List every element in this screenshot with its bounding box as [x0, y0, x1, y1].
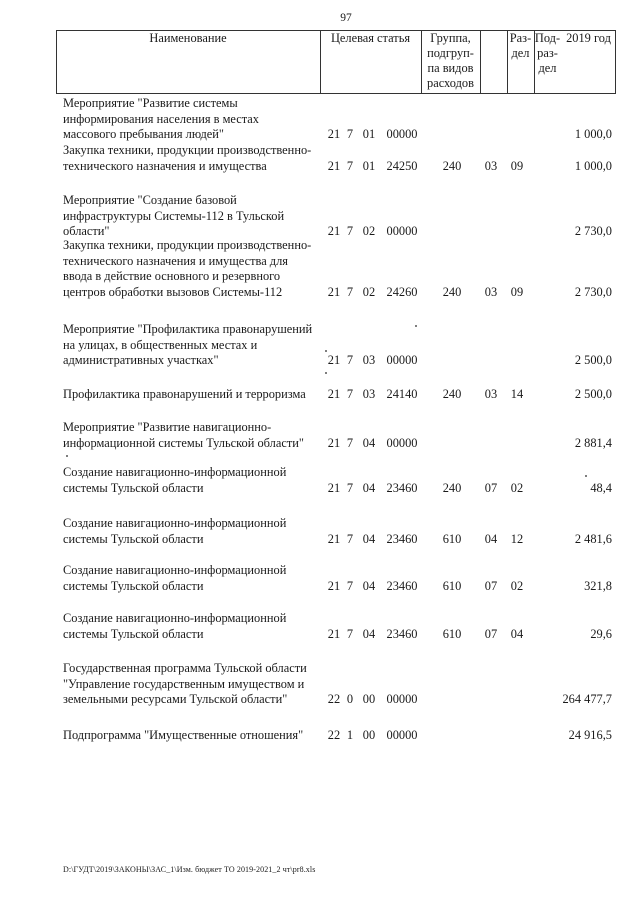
- row-subsection: 02: [510, 480, 524, 495]
- row-amount: 321,8: [584, 578, 612, 593]
- page-number: 97: [340, 12, 352, 24]
- row-group: 240: [442, 387, 462, 401]
- row-name-line: Мероприятие "Создание базовой: [63, 193, 237, 207]
- row-group: 610: [442, 531, 462, 546]
- header-group-line: расходов: [427, 76, 474, 90]
- row-section: 07: [484, 578, 498, 593]
- code-program: 21: [327, 387, 341, 401]
- row-section: 04: [484, 531, 498, 546]
- row-group: 610: [442, 626, 462, 641]
- code-subprogram: 7: [346, 224, 354, 239]
- code-direction: 24250: [386, 158, 418, 173]
- code-direction: 00000: [386, 127, 418, 142]
- row-name-line: системы Тульской области: [63, 626, 204, 641]
- row-name-line: Государственная программа Тульской области: [63, 661, 307, 675]
- code-direction: 00000: [386, 353, 418, 368]
- code-program: 21: [327, 158, 341, 173]
- header-target: Целевая статья: [330, 31, 411, 45]
- code-subprogram: 7: [346, 353, 354, 368]
- row-name-line: ввода в действие основного и резервного: [63, 269, 281, 284]
- row-name: [63, 661, 325, 708]
- row-section: 03: [484, 284, 498, 299]
- row-amount: 48,4: [590, 480, 612, 495]
- row-amount: 24 916,5: [568, 728, 612, 742]
- code-event: 02: [362, 284, 376, 299]
- code-direction: 23460: [386, 626, 418, 641]
- row-amount: 2 500,0: [574, 353, 612, 368]
- row-name-line: области": [63, 224, 110, 239]
- row-section: 07: [484, 480, 498, 495]
- row-name-line: на улицах, в общественных местах и: [63, 337, 258, 352]
- row-name: [63, 420, 325, 451]
- code-subprogram: 7: [346, 127, 354, 142]
- header-group: [421, 31, 480, 91]
- code-program: 22: [327, 692, 341, 707]
- code-event: 04: [362, 531, 376, 546]
- code-event: 00: [362, 692, 376, 707]
- scan-speck: [325, 372, 327, 374]
- code-program: 21: [327, 284, 341, 299]
- row-name: [63, 516, 325, 547]
- header-section-line: дел: [511, 46, 530, 60]
- row-name-line: "Управление государственным имуществом и: [63, 676, 305, 691]
- header-subsection-line: Под-: [534, 31, 561, 45]
- code-event: 01: [362, 158, 376, 173]
- code-direction: 00000: [386, 224, 418, 239]
- footer-file-path: D:\ГУДТ\2019\ЗАКОНЫ\ЗАС_1\Изм. бюджет ТО 2019-2021_2 чт\pr8.xls: [63, 865, 316, 874]
- row-name-line: Мероприятие "Профилактика правонарушений: [63, 322, 313, 336]
- header-divider-group: [480, 30, 481, 94]
- code-program: 22: [327, 728, 341, 742]
- code-event: 04: [362, 578, 376, 593]
- row-subsection: 09: [510, 158, 524, 173]
- row-name-line: массового пребывания людей": [63, 127, 224, 142]
- code-direction: 23460: [386, 578, 418, 593]
- row-name-line: системы Тульской области: [63, 531, 204, 546]
- code-event: 04: [362, 435, 376, 450]
- row-name-line: Подпрограмма "Имущественные отношения": [63, 728, 304, 742]
- code-program: 21: [327, 435, 341, 450]
- header-subsection-line: раз-: [537, 46, 558, 60]
- code-event: 03: [362, 353, 376, 368]
- code-program: 21: [327, 531, 341, 546]
- row-name-line: Создание навигационно-информационной: [63, 465, 287, 479]
- row-name-line: системы Тульской области: [63, 578, 204, 593]
- row-name-line: административных участках": [63, 353, 219, 368]
- code-program: 21: [327, 578, 341, 593]
- code-event: 02: [362, 224, 376, 239]
- row-group: 240: [442, 284, 462, 299]
- table-header: [56, 30, 616, 94]
- code-direction: 00000: [386, 728, 418, 742]
- row-name: [63, 322, 325, 369]
- code-subprogram: 0: [346, 692, 354, 707]
- row-amount: 1 000,0: [574, 127, 612, 142]
- code-program: 21: [327, 353, 341, 368]
- row-group: 240: [442, 480, 462, 495]
- scan-speck: [415, 325, 417, 327]
- row-amount: 29,6: [590, 626, 612, 641]
- row-name: [63, 193, 325, 240]
- code-program: 21: [327, 480, 341, 495]
- row-name: [63, 143, 325, 174]
- row-name-line: Создание навигационно-информационной: [63, 611, 287, 625]
- code-program: 21: [327, 224, 341, 239]
- code-subprogram: 7: [346, 626, 354, 641]
- header-right-border: [615, 30, 616, 94]
- row-name-line: земельными ресурсами Тульской области": [63, 692, 288, 707]
- code-subprogram: 7: [346, 531, 354, 546]
- row-subsection: 09: [510, 284, 524, 299]
- code-event: 04: [362, 480, 376, 495]
- code-direction: 00000: [386, 435, 418, 450]
- header-group-line: Группа,: [430, 31, 471, 45]
- row-group: 610: [442, 578, 462, 593]
- header-name: Наименование: [149, 31, 227, 45]
- code-event: 04: [362, 626, 376, 641]
- row-subsection: 12: [510, 531, 524, 546]
- row-name: [63, 387, 325, 403]
- row-name: [63, 728, 325, 744]
- row-name: [63, 563, 325, 594]
- code-subprogram: 7: [346, 480, 354, 495]
- row-name: [63, 96, 325, 143]
- row-name-line: Закупка техники, продукции производственно-: [63, 238, 312, 252]
- code-subprogram: 7: [346, 387, 354, 401]
- code-program: 21: [327, 127, 341, 142]
- header-section: [507, 31, 534, 61]
- row-subsection: 02: [510, 578, 524, 593]
- row-amount: 264 477,7: [562, 692, 612, 707]
- row-section: 03: [484, 387, 498, 401]
- row-amount: 2 730,0: [574, 224, 612, 239]
- code-direction: 23460: [386, 480, 418, 495]
- code-event: 01: [362, 127, 376, 142]
- row-section: 03: [484, 158, 498, 173]
- row-name-line: Мероприятие "Развитие навигационно-: [63, 420, 272, 434]
- row-name-line: Закупка техники, продукции производственно-: [63, 143, 312, 157]
- scan-speck: [585, 475, 587, 477]
- header-year: 2019 год: [566, 31, 611, 45]
- code-direction: 23460: [386, 531, 418, 546]
- code-event: 03: [362, 387, 376, 401]
- code-direction: 00000: [386, 692, 418, 707]
- header-group-line: па видов: [427, 61, 474, 75]
- row-name-line: инфраструктуры Системы-112 в Тульской: [63, 208, 285, 223]
- code-program: 21: [327, 626, 341, 641]
- row-name-line: Профилактика правонарушений и терроризма: [63, 387, 306, 401]
- row-group: 240: [442, 158, 462, 173]
- code-event: 00: [362, 728, 376, 742]
- code-subprogram: 7: [346, 158, 354, 173]
- row-name-line: центров обработки вызовов Системы-112: [63, 284, 283, 299]
- scan-speck: [66, 455, 68, 457]
- row-amount: 2 481,6: [574, 531, 612, 546]
- header-section-line: Раз-: [509, 31, 532, 45]
- code-direction: 24140: [386, 387, 418, 401]
- code-subprogram: 7: [346, 435, 354, 450]
- row-name-line: технического назначения и имущества для: [63, 253, 288, 268]
- row-name-line: системы Тульской области: [63, 480, 204, 495]
- code-subprogram: 1: [346, 728, 354, 742]
- header-subsection-line: дел: [538, 61, 557, 75]
- code-subprogram: 7: [346, 284, 354, 299]
- row-amount: 2 730,0: [574, 284, 612, 299]
- header-bottom-border: [56, 93, 616, 94]
- code-subprogram: 7: [346, 578, 354, 593]
- row-name-line: Создание навигационно-информационной: [63, 563, 287, 577]
- scan-speck: [325, 350, 327, 352]
- row-subsection: 04: [510, 626, 524, 641]
- row-name-line: информирования населения в местах: [63, 111, 259, 126]
- row-name-line: информационной системы Тульской области": [63, 435, 304, 450]
- row-name-line: технического назначения и имущества: [63, 158, 267, 173]
- row-amount: 1 000,0: [574, 158, 612, 173]
- row-amount: 2 881,4: [574, 435, 612, 450]
- row-subsection: 14: [510, 387, 524, 401]
- row-name: [63, 465, 325, 496]
- header-group-line: подгруп-: [427, 46, 474, 60]
- row-name: [63, 611, 325, 642]
- row-amount: 2 500,0: [574, 387, 612, 401]
- row-section: 07: [484, 626, 498, 641]
- code-direction: 24260: [386, 284, 418, 299]
- row-name-line: Мероприятие "Развитие системы: [63, 96, 238, 110]
- row-name-line: Создание навигационно-информационной: [63, 516, 287, 530]
- row-name: [63, 238, 325, 300]
